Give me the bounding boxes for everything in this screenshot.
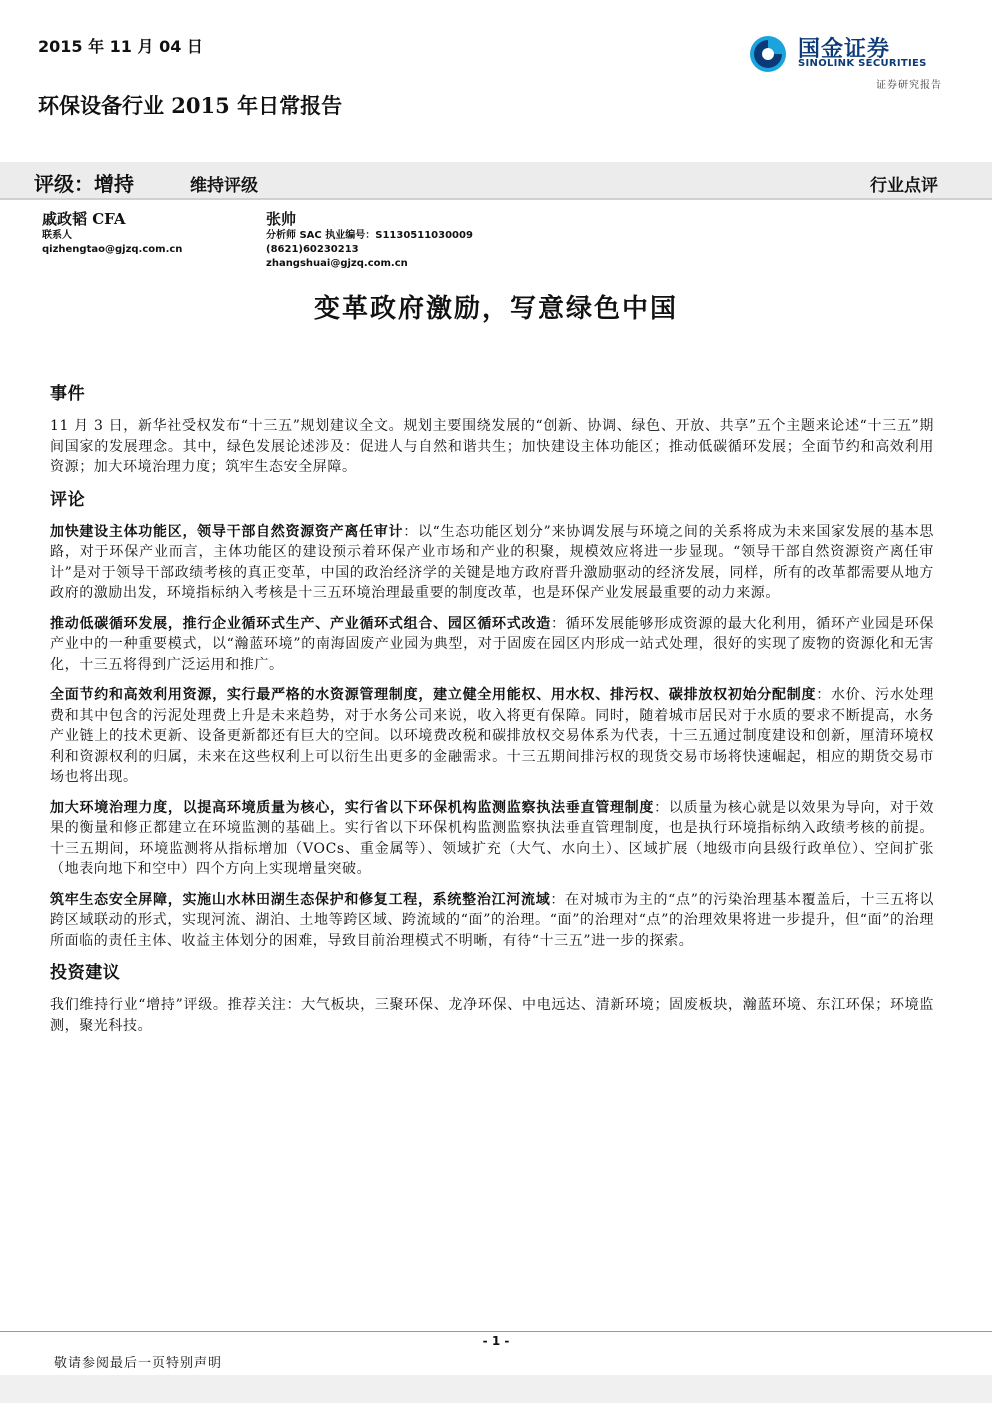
paragraph-lead: 加大环境治理力度，以提高环境质量为核心，实行省以下环保机构监测监察执法垂直管理制度	[50, 799, 655, 816]
author-name: 戚政韬 CFA	[42, 210, 126, 228]
event-text: 11 月 3 日，新华社受权发布“十三五”规划建议全文。规划主要围绕发展的“创新、协调、绿色、开放、共享”五个主题来论述“十三五”期间国家的发展理念。其中，绿色发展论述涉及：促进人与自然和谐共生；加快建设主体功能区；推动低碳循环发展；全面节约和高效利用资源；加大环境治理力度；筑牢生态安全屏障。	[50, 418, 934, 475]
maintain-rating-label: 维持评级	[190, 176, 258, 196]
invest-heading: 投资建议	[50, 963, 121, 983]
invest-text: 我们维持行业“增持”评级。推荐关注：大气板块，三聚环保、龙净环保、中电远达、清新环境；固废板块，瀚蓝环境、东江环保；环境监测，聚光科技。	[50, 997, 934, 1034]
paragraph-text: ：循环发展能够形成资源的最大化利用，循环产业园是环保产业中的一种重要模式，以“瀚蓝环境”的南海固废产业园为典型，对于固废在园区内形成一站式处理，很好的实现了废物的资源化和无害化，十三五将得到广泛运用和推广。	[50, 615, 934, 673]
report-body	[50, 382, 934, 1046]
paragraph-text: ：以“生态功能区划分”来协调发展与环境之间的关系将成为未来国家发展的基本思路，对于环保产业而言，主体功能区的建设预示着环保产业市场和产业的积聚，规模效应将进一步显现。“领导干部自然资源资产离任审计”是对于领导干部政绩考核的真正变革，中国的政治经济学的关键是地方政府晋升激励驱动的经济发展，同样，所有的改革都需要从地方政府的激励出发，环境指标纳入考核是十三五环境治理最重要的制度改革，也是环保产业发展最重要的动力来源。	[50, 523, 934, 601]
paragraph-lead: 加快建设主体功能区，领导干部自然资源资产离任审计	[50, 523, 404, 540]
report-title: 环保设备行业 2015 年日常报告	[38, 93, 343, 118]
paragraph-text: ：以质量为核心就是以效果为导向，对于效果的衡量和修正都建立在环境监测的基础上。实行省以下环保机构监测监察执法垂直管理制度，也是执行环境指标纳入政绩考核的前提。十三五期间，环境监测将从指标增加（VOCs、重金属等）、领域扩充（大气、水向土）、区域扩展（地级市向县级行政单位）、空间扩张（地表向地下和空中）四个方向上实现增量突破。	[50, 799, 934, 877]
report-date: 2015 年 11 月 04 日	[38, 37, 203, 56]
paragraph-lead: 全面节约和高效利用资源，实行最严格的水资源管理制度，建立健全用能权、用水权、排污权、碳排放权初始分配制度	[50, 687, 817, 703]
footer-band	[0, 1375, 992, 1403]
author-block-1	[42, 208, 182, 257]
paragraph-lead: 推动低碳循环发展，推行企业循环式生产、产业循环式组合、园区循环式改造	[50, 615, 551, 632]
author-email[interactable]: zhangshuai@gjzq.com.cn	[266, 258, 408, 269]
paragraph-text: ：在对城市为主的“点”的污染治理基本覆盖后，十三五将以跨区域联动的形式，实现河流、湖泊、土地等跨区域、跨流域的“面”的治理。“面”的治理对“点”的治理效果将进一步提升，但“面”的治理所面临的责任主体、收益主体划分的困难，导致目前治理模式不明晰，有待“十三五”进一步的探索。	[50, 891, 935, 949]
logo-subtitle: 证券研究报告	[876, 80, 942, 91]
author-email[interactable]: qizhengtao@gjzq.com.cn	[42, 244, 183, 255]
logo-english-name: SINOLINK SECURITIES	[798, 58, 927, 69]
logo-chinese-name: 国金证券	[798, 37, 891, 62]
comment-paragraph-2	[50, 614, 934, 676]
comment-paragraph-1	[50, 522, 934, 604]
sinolink-logo-icon	[748, 34, 788, 74]
author-block-2	[266, 208, 473, 271]
sinolink-logo	[742, 28, 942, 91]
report-type-label: 行业点评	[870, 176, 938, 196]
rating-label: 评级：增持	[34, 172, 134, 196]
author-phone: (8621)60230213	[266, 244, 359, 255]
footer-divider	[0, 1331, 992, 1332]
event-heading: 事件	[50, 384, 86, 404]
disclaimer-note: 敬请参阅最后一页特别声明	[54, 1356, 223, 1371]
author-role: 联系人	[42, 230, 72, 241]
rating-bar	[0, 162, 992, 200]
comment-paragraph-5	[50, 890, 934, 952]
comment-heading: 评论	[50, 489, 86, 510]
comment-paragraph-4	[50, 798, 934, 880]
author-role: 分析师 SAC 执业编号：S1130511030009	[266, 230, 473, 241]
page-number: - 1 -	[482, 1334, 510, 1348]
paragraph-lead: 筑牢生态安全屏障，实施山水林田湖生态保护和修复工程，系统整治江河流域	[50, 891, 551, 908]
main-title: 变革政府激励，写意绿色中国	[313, 294, 678, 324]
author-name: 张帅	[266, 210, 297, 228]
paragraph-text: ：水价、污水处理费和其中包含的污泥处理费上升是未来趋势，对于水务公司来说，收入将更有保障。同时，随着城市居民对于水质的要求不断提高，水务产业链上的技术更新、设备更新都还有巨大的空间。以环境费改税和碳排放权交易体系为代表，十三五通过制度建设和创新，厘清环境权利和资源权利的归属，未来在这些权利上可以衍生出更多的金融需求。十三五期间排污权的现货交易市场将快速崛起，相应的期货交易市场也将出现。	[50, 687, 934, 785]
comment-paragraph-3	[50, 685, 934, 788]
